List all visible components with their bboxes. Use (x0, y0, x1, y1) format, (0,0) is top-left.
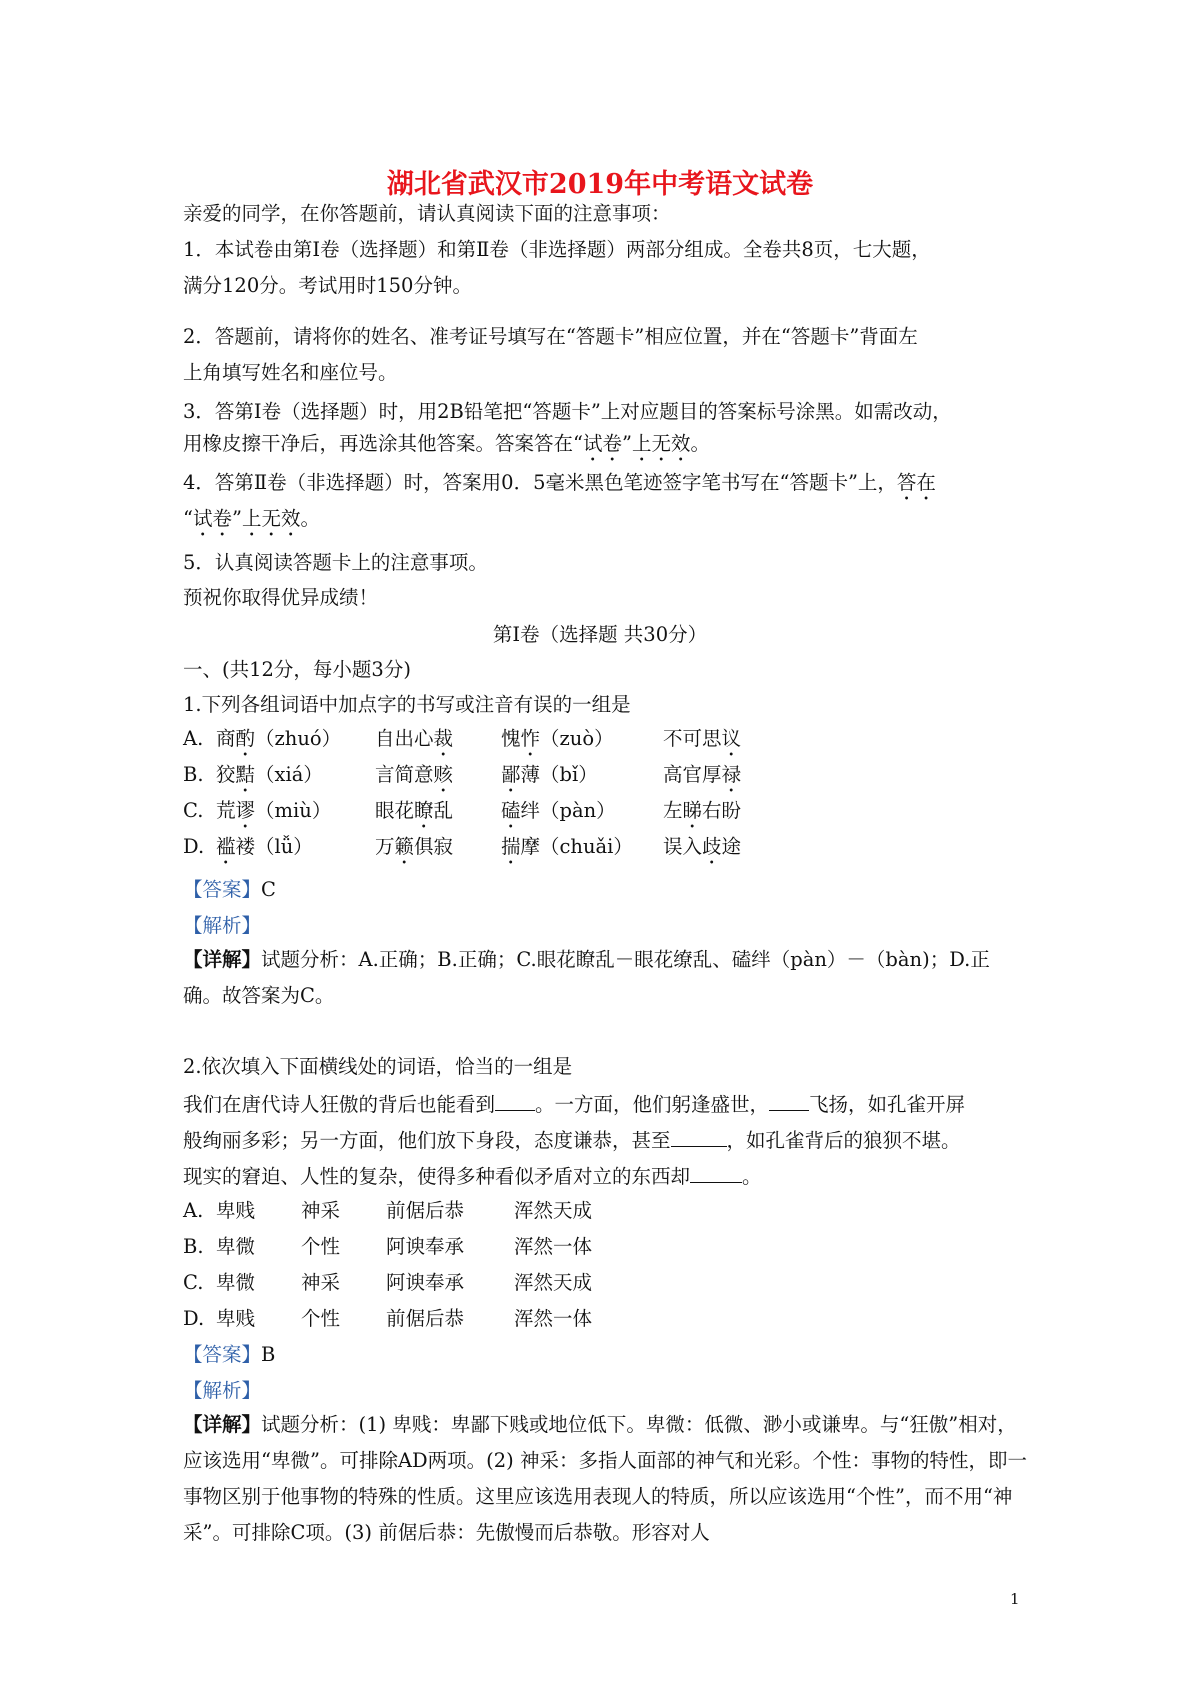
notice-4-end: 。 (300, 507, 320, 530)
page-number: 1 (1010, 1590, 1020, 1608)
q1a-word-1: 商酌（zhuó） (216, 727, 342, 750)
q1b-word-2: 言简意赅 (375, 763, 454, 786)
intro-greeting: 亲爱的同学，在你答题前，请认真阅读下面的注意事项： (183, 202, 671, 225)
q2-stem: 2.依次填入下面横线处的词语，恰当的一组是 (183, 1055, 573, 1078)
q2-passage-line-3: 现实的窘迫、人性的复杂，使得多种看似矛盾对立的东西却 。 (183, 1160, 1028, 1192)
notice-1-line-1: 1．本试卷由第Ⅰ卷（选择题）和第Ⅱ卷（非选择题）两部分组成。全卷共8页，七大题， (183, 238, 931, 261)
notice-4-text: 4．答第Ⅱ卷（非选择题）时，答案用0．5毫米黑色笔迹签字笔书写在“答题卡”上， (183, 471, 897, 494)
document-page: 湖北省武汉市2019年中考语文试卷 亲爱的同学，在你答题前，请认真阅读下面的注意事项： 1．本试卷由第Ⅰ卷（选择题）和第Ⅱ卷（非选择题）两部分组成。全卷共8页，七大题， 满分120分。考试用时150分钟。 2．答题前，请将你的姓名、准考证号填写在“答题卡”相应位置，并在“答题卡”背面左 上角填写姓名和座位号。 3．答第Ⅰ卷（选择题）时，用2B铅笔把“答题卡”上对应题目的答案标号涂黑。如需改动， 用橡皮擦干净后，再选涂其他答案。答案答在“试卷”上无效。 4．答第Ⅱ卷（非选择题）时，答案用0．5毫米黑色笔迹签字笔书写在“答题卡”上，答在 “试卷”上无效。 5．认真阅读答题卡上的注意事项。 预祝你取得优异成绩！ 第Ⅰ卷（选择题 共30分） 一、(共12分，每小题3分) 1.下列各组词语中加点字的书写或注音有误的一组是 A. 商酌（zhuó） 自出心裁 愧怍（zuò） 不可思议 B. 狡黠（xiá） 言简意赅 鄙薄（bǐ） 高官厚禄 C. 荒谬（miù） 眼花瞭乱 磕绊（pàn） 左睇右盼 D. 褴褛（lǚ） 万籁俱寂 揣摩（chuǎi） 误入歧途 【答案】C 【解析】 【详解】试题分析：A.正确；B.正确；C.眼花瞭乱－眼花缭乱、磕绊（pàn）－（bàn)；D.正确。故答案为C。 2.依次填入下面横线处的词语，恰当的一组是 我们在唐代诗人狂傲的背后也能看到 。一方面，他们躬逢盛世， 飞扬，如孔雀开屏 般绚丽多彩；另一方面，他们放下身段，态度谦恭，甚至 ，如孔雀背后的狼狈不堪。 现实的窘迫、人性的复杂，使得多种看似矛盾对立的东西却 。 A. 卑贱 神采 前倨后恭 浑然天成 B. 卑微 个性 阿谀奉承 浑然一体 C. 卑微 神采 阿谀奉承 浑然天成 D. 卑贱 个性 前倨后恭 浑然一体 【答案】B 【解析】 【详解】试题分析：(1) 卑贱：卑鄙下贱或地位低下。卑微：低微、渺小或谦卑。与“狂傲”相对，应该选用“卑微”。可排除AD两项。(2) 神采：多指人面部的神气和光彩。个性：事物的特性，即一事物区别于他事物的特殊的性质。这里应该选用表现人的特质，所以应该选用“个性”，而不用“神采”。可排除C项。(3) 前倨后恭：先傲慢而后恭敬。形容对人 1 (0, 0, 1200, 1698)
q2-analysis-label: 【解析】 (183, 1379, 262, 1402)
q1-detail (183, 942, 1028, 1014)
q1a-word-2: 自出心裁 (375, 727, 454, 750)
option-label: B. (183, 763, 204, 786)
answer-label: 【答案】 (183, 1343, 262, 1366)
q2-answer (183, 1340, 1028, 1370)
notice-2-line-1: 2．答题前，请将你的姓名、准考证号填写在“答题卡”相应位置，并在“答题卡”背面左 (183, 325, 918, 348)
q1-stem: 1.下列各组词语中加点字的书写或注音有误的一组是 (183, 693, 631, 716)
detail-text: 试题分析：(1) 卑贱：卑鄙下贱或地位低下。卑微：低微、渺小或谦卑。与“狂傲”相对，应该选用“卑微”。可排除AD两项。(2) 神采：多指人面部的神气和光彩。个性：事物的特性，即一事物区别于他事物的特殊的性质。这里应该选用表现人的特质，所以应该选用“个性”，而不用“神采”。可排除C项。(3) 前倨后恭：先傲慢而后恭敬。形容对人 (183, 1413, 1027, 1544)
q2-passage-line-1: 我们在唐代诗人狂傲的背后也能看到 。一方面，他们躬逢盛世， 飞扬，如孔雀开屏 (183, 1088, 1028, 1120)
notice-4-emphasis-2: “试卷”上无效 (183, 507, 301, 530)
notice-1-line-2: 满分120分。考试用时150分钟。 (183, 274, 472, 297)
option-label: D. (183, 835, 205, 858)
blank-3 (671, 1124, 727, 1147)
q1d-word-1: 褴褛（lǚ） (216, 835, 313, 858)
part-1-title: 一、(共12分，每小题3分) (183, 658, 411, 681)
q1-answer (183, 875, 1028, 905)
detail-label: 【详解】 (183, 1413, 262, 1436)
q1b-word-3: 鄙薄（bǐ） (501, 763, 598, 786)
q1c-word-2: 眼花瞭乱 (375, 799, 454, 822)
q1-analysis-label: 【解析】 (183, 914, 262, 937)
notice-4-line-1 (183, 468, 1028, 505)
notice-4-line-2 (183, 504, 1028, 541)
q1c-word-1: 荒谬（miù） (216, 799, 332, 822)
q1d-word-4: 误入歧途 (663, 835, 742, 858)
answer-value: C (261, 878, 276, 901)
q1c-word-3: 磕绊（pàn） (501, 799, 616, 822)
blank-1 (495, 1088, 535, 1111)
q1b-word-1: 狡黠（xiá） (216, 763, 323, 786)
q1b-word-4: 高官厚禄 (663, 763, 742, 786)
notice-2-line-2: 上角填写姓名和座位号。 (183, 361, 398, 384)
answer-value: B (261, 1343, 276, 1366)
answer-label: 【答案】 (183, 878, 262, 901)
notice-3-text: 用橡皮擦干净后，再选涂其他答案。答案答在 (183, 432, 574, 455)
notice-5: 5．认真阅读答题卡上的注意事项。 (183, 551, 488, 574)
q1a-word-4: 不可思议 (663, 727, 742, 750)
q2-detail (183, 1407, 1028, 1551)
option-label: C. (183, 799, 204, 822)
notice-3-emphasis: “试卷”上无效 (573, 432, 691, 455)
q2-passage-line-2: 般绚丽多彩；另一方面，他们放下身段，态度谦恭，甚至 ，如孔雀背后的狼狈不堪。 (183, 1124, 1028, 1156)
blank-2 (769, 1088, 809, 1111)
q1d-word-2: 万籁俱寂 (375, 835, 454, 858)
q1c-word-4: 左睇右盼 (663, 799, 742, 822)
notice-3-end: 。 (690, 432, 710, 455)
section-title: 第Ⅰ卷（选择题 共30分） (492, 623, 708, 646)
notice-3-line-2 (183, 429, 1028, 466)
blank-4 (690, 1160, 742, 1183)
option-label: A. (183, 727, 204, 750)
detail-label: 【详解】 (183, 948, 262, 971)
detail-text: 试题分析：A.正确；B.正确；C.眼花瞭乱－眼花缭乱、磕绊（pàn）－（bàn)；D.正确。故答案为C。 (183, 948, 990, 1007)
notice-3-line-1: 3．答第Ⅰ卷（选择题）时，用2B铅笔把“答题卡”上对应题目的答案标号涂黑。如需改动， (183, 400, 952, 423)
q1d-word-3: 揣摩（chuǎi） (501, 835, 633, 858)
q1a-word-3: 愧怍（zuò） (501, 727, 614, 750)
notice-4-emphasis: 答在 (896, 471, 936, 494)
page-title: 湖北省武汉市2019年中考语文试卷 (386, 169, 814, 200)
intro-wish: 预祝你取得优异成绩！ (183, 586, 379, 609)
